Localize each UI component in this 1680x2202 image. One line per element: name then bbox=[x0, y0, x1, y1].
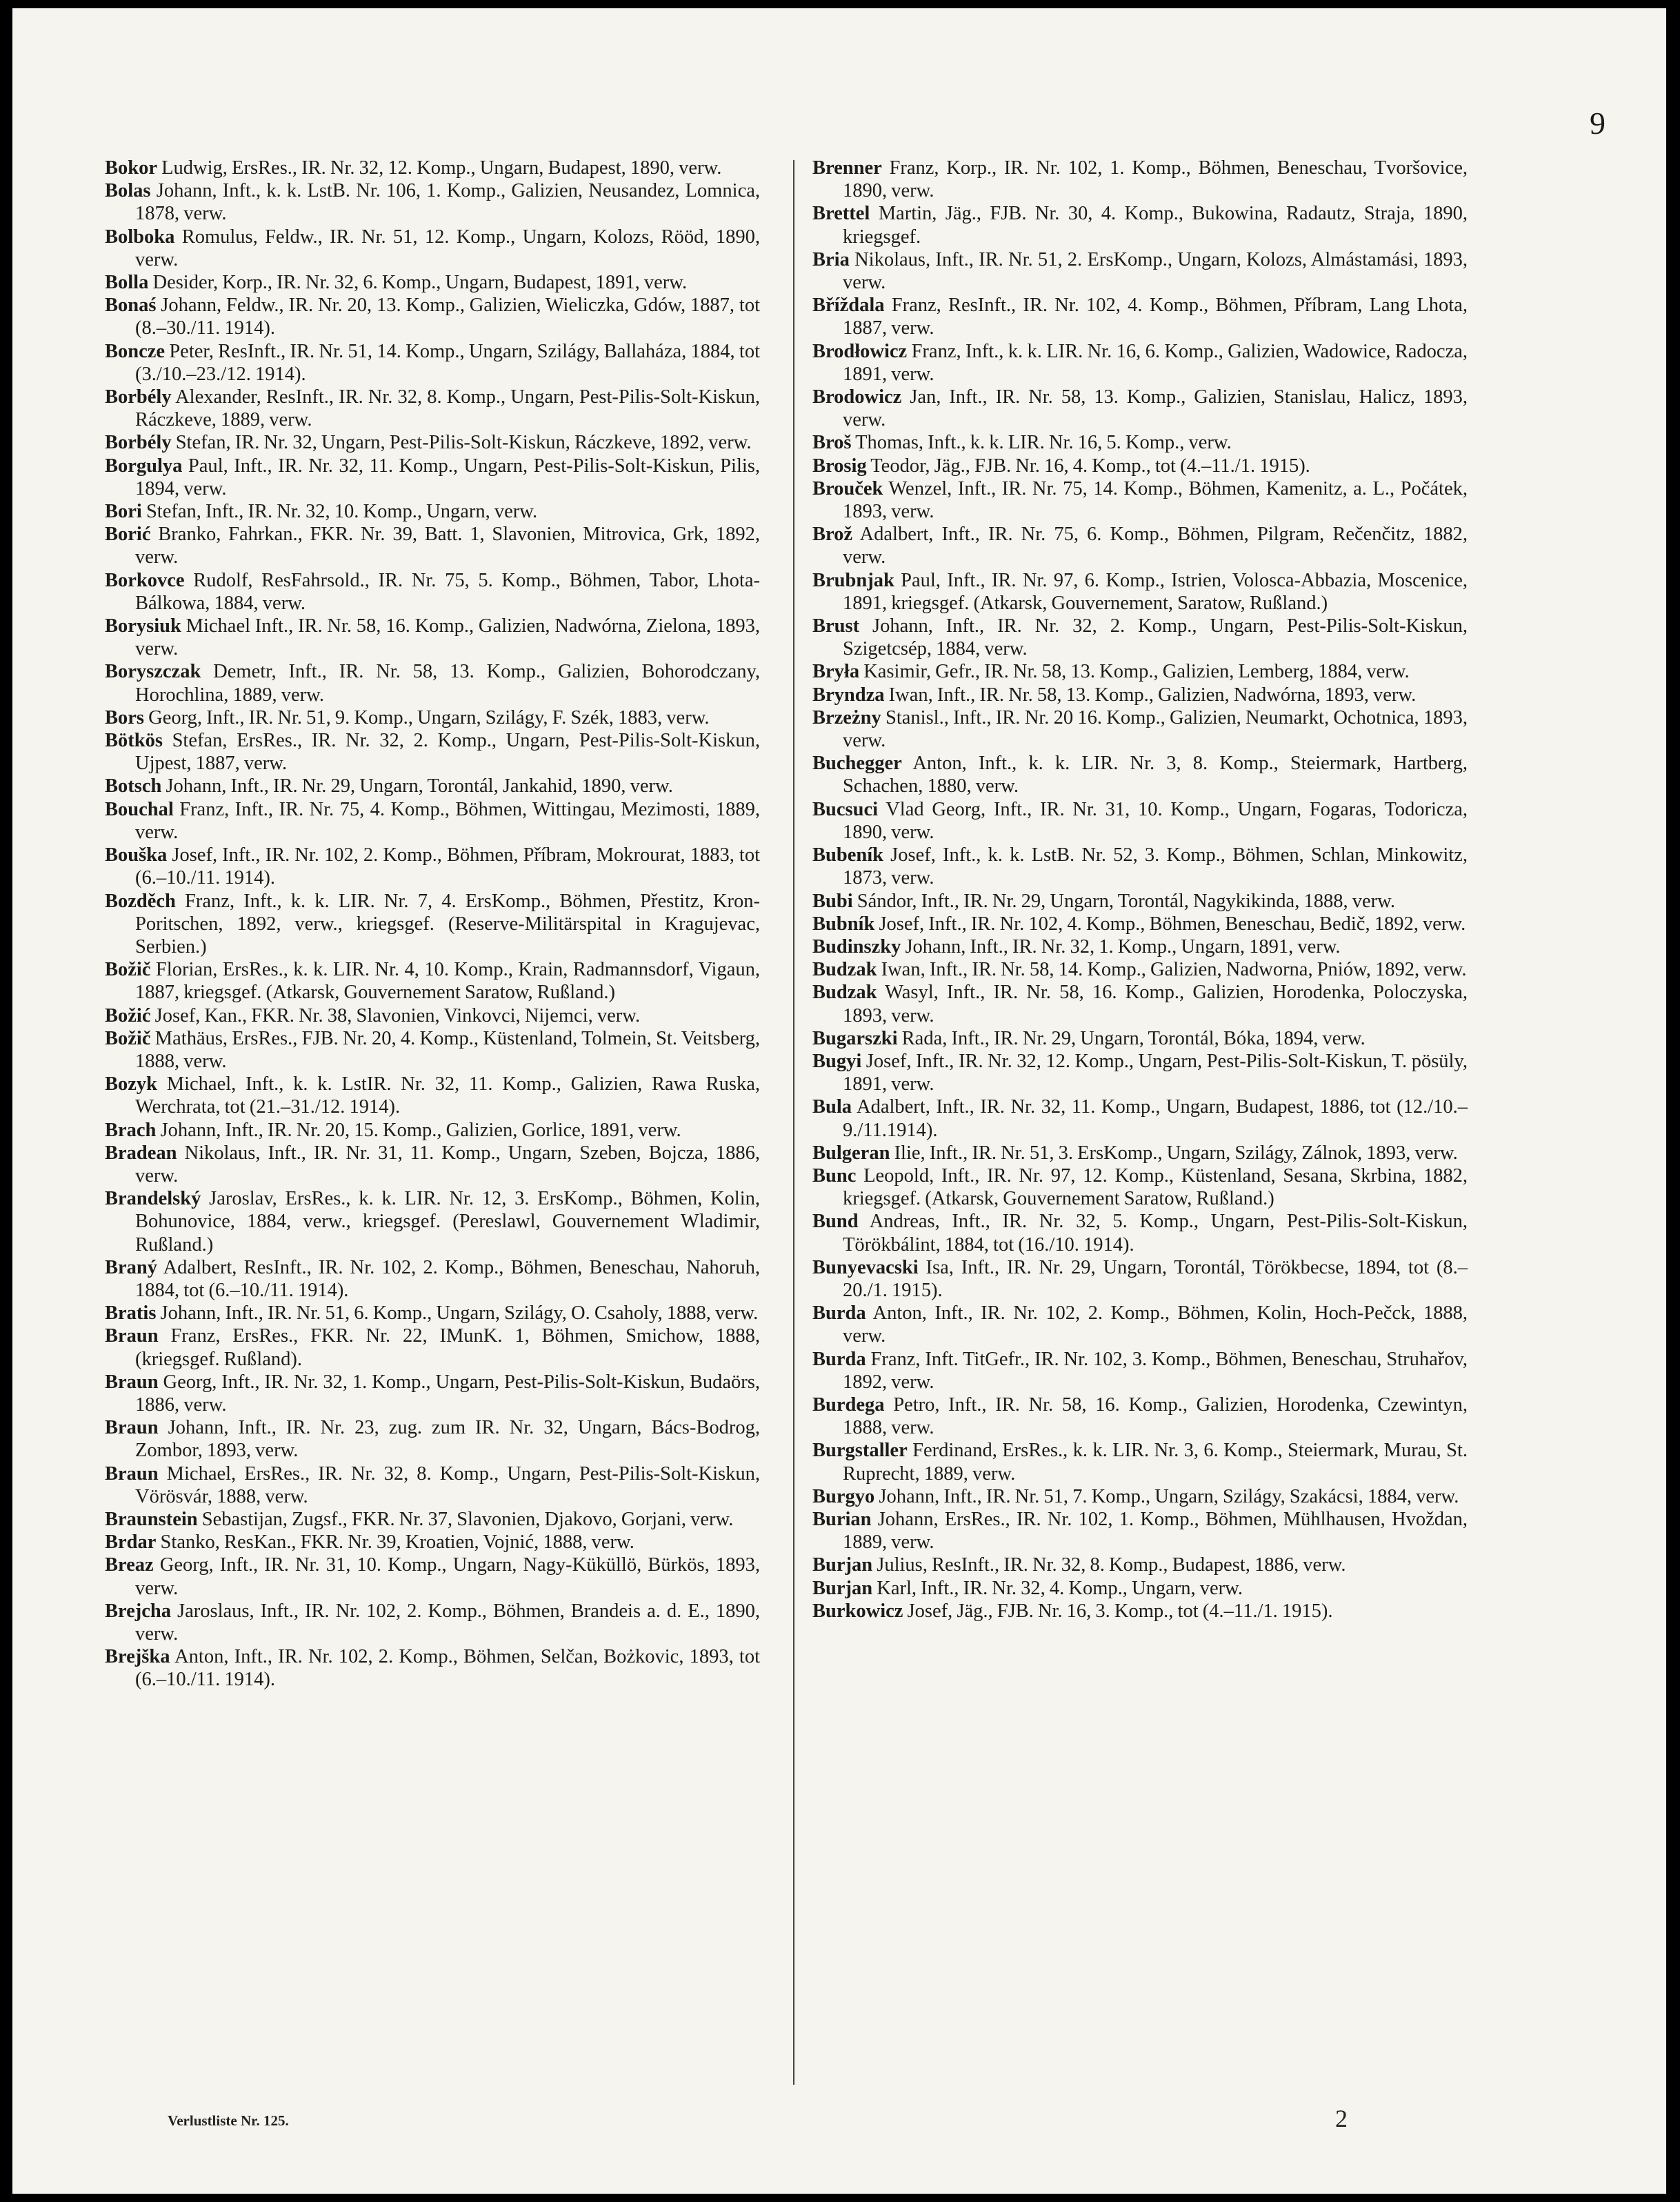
entry-surname: Božič bbox=[105, 959, 151, 981]
casualty-entry bbox=[812, 157, 1468, 202]
entry-surname: Braun bbox=[105, 1325, 159, 1347]
entry-details: Wasyl, Inft., IR. Nr. 58, 16. Komp., Galizien, Horodenka, Poloczyska, 1893, verw. bbox=[843, 982, 1468, 1026]
entry-surname: Borić bbox=[105, 524, 151, 546]
entry-surname: Bryła bbox=[812, 661, 860, 683]
entry-surname: Brosig bbox=[812, 455, 867, 477]
casualty-entry bbox=[105, 1645, 760, 1691]
casualty-entry bbox=[105, 958, 760, 1004]
casualty-entry bbox=[812, 913, 1468, 935]
entry-surname: Budzak bbox=[812, 959, 877, 981]
entry-surname: Braný bbox=[105, 1256, 158, 1278]
entry-details: Josef, Inft., k. k. LstB. Nr. 52, 3. Komp., Böhmen, Schlan, Minkowitz, 1873, verw. bbox=[843, 844, 1468, 889]
entry-details: Michael Inft., IR. Nr. 58, 16. Komp., Galizien, Nadwórna, Zielona, 1893, verw. bbox=[135, 615, 760, 660]
entry-surname: Bugarszki bbox=[812, 1027, 898, 1049]
entry-details: Stefan, Inft., IR. Nr. 32, 10. Komp., Ungarn, verw. bbox=[141, 501, 538, 523]
entry-details: Franz, ErsRes., FKR. Nr. 22, IMunK. 1, Böhmen, Smichow, 1888, (kriegsgef. Rußland). bbox=[135, 1325, 760, 1370]
casualty-entry bbox=[812, 340, 1468, 386]
entry-details: Thomas, Inft., k. k. LIR. Nr. 16, 5. Komp., verw. bbox=[851, 432, 1232, 454]
casualty-entry bbox=[812, 1256, 1468, 1302]
casualty-entry bbox=[105, 798, 760, 844]
entry-details: Peter, ResInft., IR. Nr. 51, 14. Komp., Ungarn, Szilágy, Ballaháza, 1884, tot (3./10.–23./12. 1914). bbox=[135, 340, 760, 385]
casualty-entry bbox=[105, 271, 760, 294]
entry-details: Ferdinand, ErsRes., k. k. LIR. Nr. 3, 6. Komp., Steiermark, Murau, St. Ruprecht, 1889, verw. bbox=[843, 1440, 1468, 1485]
casualty-entry bbox=[105, 523, 760, 568]
casualty-entry bbox=[105, 1302, 760, 1325]
entry-details: Stanisl., Inft., IR. Nr. 20 16. Komp., Galizien, Neumarkt, Ochotnica, 1893, verw. bbox=[843, 706, 1468, 752]
entry-details: Johann, Inft., k. k. LstB. Nr. 106, 1. Komp., Galizien, Neusandez, Lomnica, 1878, verw. bbox=[135, 180, 760, 225]
entry-details: Josef, Jäg., FJB. Nr. 16, 3. Komp., tot (4.–11./1. 1915). bbox=[903, 1600, 1333, 1622]
entry-surname: Botsch bbox=[105, 775, 162, 797]
casualty-entry bbox=[812, 1050, 1468, 1095]
entry-details: Franz, Inft., k. k. LIR. Nr. 16, 6. Komp., Galizien, Wadowice, Radocza, 1891, verw. bbox=[843, 340, 1468, 385]
casualty-entry bbox=[812, 569, 1468, 615]
entry-surname: Burgyo bbox=[812, 1485, 875, 1507]
casualty-entry bbox=[812, 890, 1468, 913]
right-column bbox=[812, 157, 1468, 1623]
casualty-entry bbox=[105, 775, 760, 797]
entry-details: Georg, Inft., IR. Nr. 32, 1. Komp., Ungarn, Pest-Pilis-Solt-Kiskun, Budaörs, 1886, verw. bbox=[135, 1371, 760, 1416]
casualty-entry bbox=[812, 1485, 1468, 1508]
entry-surname: Brust bbox=[812, 615, 860, 637]
entry-details: Petro, Inft., IR. Nr. 58, 16. Komp., Galizien, Horodenka, Czewintyn, 1888, verw. bbox=[843, 1393, 1468, 1439]
entry-details: Desider, Korp., IR. Nr. 32, 6. Komp., Ungarn, Budapest, 1891, verw. bbox=[148, 272, 688, 294]
entry-surname: Budzak bbox=[812, 982, 877, 1004]
entry-details: Johann, Inft., IR. Nr. 51, 7. Komp., Ungarn, Szilágy, Szakácsi, 1884, verw. bbox=[874, 1485, 1459, 1507]
casualty-entry bbox=[105, 294, 760, 339]
entry-surname: Bradean bbox=[105, 1142, 177, 1164]
entry-details: Johann, Feldw., IR. Nr. 20, 13. Komp., Galizien, Wieliczka, Gdów, 1887, tot (8.–30./11. 1914). bbox=[135, 295, 760, 339]
casualty-entry bbox=[812, 1095, 1468, 1141]
casualty-entry bbox=[105, 1325, 760, 1370]
entry-details: Adalbert, ResInft., IR. Nr. 102, 2. Komp., Böhmen, Beneschau, Nahoruh, 1884, tot (6.–10./11. 1914). bbox=[135, 1256, 760, 1301]
entry-surname: Buchegger bbox=[812, 753, 902, 775]
entry-details: Anton, Inft., k. k. LIR. Nr. 3, 8. Komp., Steiermark, Hartberg, Schachen, 1880, verw. bbox=[843, 753, 1468, 797]
entry-details: Alexander, ResInft., IR. Nr. 32, 8. Komp., Ungarn, Pest-Pilis-Solt-Kiskun, Ráczkeve, 1889, verw. bbox=[135, 386, 760, 431]
casualty-entry bbox=[105, 1004, 760, 1027]
entry-details: Stefan, IR. Nr. 32, Ungarn, Pest-Pilis-Solt-Kiskun, Ráczkeve, 1892, verw. bbox=[171, 432, 752, 454]
entry-details: Johann, Inft., IR. Nr. 32, 2. Komp., Ungarn, Pest-Pilis-Solt-Kiskun, Szigetcsép, 1884, verw. bbox=[843, 615, 1468, 660]
entry-details: Leopold, Inft., IR. Nr. 97, 12. Komp., Küstenland, Sesana, Skrbina, 1882, kriegsgef. (Atkarsk, Gouvernement Saratow, Rußland.) bbox=[843, 1164, 1468, 1210]
entry-details: Georg, Inft., IR. Nr. 31, 10. Komp., Ungarn, Nagy-Küküllö, Bürkös, 1893, verw. bbox=[135, 1554, 760, 1599]
entry-surname: Borysiuk bbox=[105, 615, 181, 637]
entry-details: Anton, Inft., IR. Nr. 102, 2. Komp., Böhmen, Selčan, Bożkovic, 1893, tot (6.–10./11. 1914). bbox=[135, 1646, 760, 1691]
entry-details: Romulus, Feldw., IR. Nr. 51, 12. Komp., Ungarn, Kolozs, Rööd, 1890, verw. bbox=[135, 226, 760, 270]
casualty-entry bbox=[105, 1119, 760, 1142]
entry-surname: Bubi bbox=[812, 890, 853, 912]
entry-surname: Bozděch bbox=[105, 890, 176, 912]
entry-details: Jaroslaus, Inft., IR. Nr. 102, 2. Komp., Böhmen, Brandeis a. d. E., 1890, verw. bbox=[135, 1600, 760, 1645]
casualty-entry bbox=[105, 157, 760, 179]
casualty-entry bbox=[105, 455, 760, 500]
entry-details: Josef, Kan., FKR. Nr. 38, Slavonien, Vinkovci, Nijemci, verw. bbox=[150, 1004, 641, 1026]
entry-surname: Braunstein bbox=[105, 1508, 198, 1530]
entry-surname: Bouchal bbox=[105, 798, 174, 820]
entry-details: Michael, Inft., k. k. LstIR. Nr. 32, 11. Komp., Galizien, Rawa Ruska, Werchrata, tot (21.–31./12. 1914). bbox=[135, 1073, 760, 1118]
entry-surname: Bubník bbox=[812, 913, 875, 935]
entry-details: Isa, Inft., IR. Nr. 29, Ungarn, Torontál, Törökbecse, 1894, tot (8.–20./1. 1915). bbox=[843, 1256, 1468, 1301]
casualty-entry bbox=[105, 340, 760, 386]
casualty-entry bbox=[812, 1302, 1468, 1347]
entry-details: Julius, ResInft., IR. Nr. 32, 8. Komp., Budapest, 1886, verw. bbox=[872, 1554, 1346, 1576]
footer-signature-mark: 2 bbox=[1335, 2105, 1348, 2132]
casualty-entry bbox=[812, 1027, 1468, 1050]
entry-surname: Boryszczak bbox=[105, 661, 201, 683]
entry-surname: Božić bbox=[105, 1004, 151, 1026]
casualty-entry bbox=[812, 1142, 1468, 1164]
entry-details: Paul, Inft., IR. Nr. 32, 11. Komp., Ungarn, Pest-Pilis-Solt-Kiskun, Pilis, 1894, verw. bbox=[135, 455, 760, 499]
entry-surname: Borbély bbox=[105, 432, 172, 454]
entry-surname: Bula bbox=[812, 1096, 852, 1118]
casualty-entry bbox=[812, 202, 1468, 248]
entry-surname: Brzeżny bbox=[812, 706, 881, 728]
entry-surname: Bokor bbox=[105, 157, 158, 179]
entry-details: Branko, Fahrkan., FKR. Nr. 39, Batt. 1, Slavonien, Mitrovica, Grk, 1892, verw. bbox=[135, 524, 760, 568]
entry-surname: Burjan bbox=[812, 1554, 873, 1576]
casualty-entry bbox=[812, 455, 1468, 477]
entry-details: Georg, Inft., IR. Nr. 51, 9. Komp., Ungarn, Szilágy, F. Szék, 1883, verw. bbox=[144, 706, 710, 728]
entry-details: Jan, Inft., IR. Nr. 58, 13. Komp., Galizien, Stanislau, Halicz, 1893, verw. bbox=[843, 386, 1468, 431]
entry-surname: Bonaś bbox=[105, 295, 157, 317]
entry-surname: Burda bbox=[812, 1302, 866, 1325]
entry-surname: Brodłowicz bbox=[812, 340, 908, 362]
left-column bbox=[105, 157, 760, 1692]
casualty-entry bbox=[812, 1164, 1468, 1210]
column-divider bbox=[793, 160, 794, 2085]
entry-details: Stefan, ErsRes., IR. Nr. 32, 2. Komp., Ungarn, Pest-Pilis-Solt-Kiskun, Ujpest, 1887, verw. bbox=[135, 730, 760, 775]
entry-details: Anton, Inft., IR. Nr. 102, 2. Komp., Böhmen, Kolin, Hoch-Pečck, 1888, verw. bbox=[843, 1302, 1468, 1347]
entry-surname: Bolas bbox=[105, 180, 151, 202]
casualty-entry bbox=[105, 660, 760, 706]
entry-surname: Brdar bbox=[105, 1531, 157, 1554]
casualty-entry bbox=[105, 1416, 760, 1462]
entry-details: Andreas, Inft., IR. Nr. 32, 5. Komp., Ungarn, Pest-Pilis-Solt-Kiskun, Törökbálint, 1884, tot (16./10. 1914). bbox=[843, 1211, 1468, 1256]
entry-surname: Brettel bbox=[812, 203, 870, 225]
casualty-entry bbox=[105, 1554, 760, 1599]
entry-details: Johann, Inft., IR. Nr. 29, Ungarn, Torontál, Jankahid, 1890, verw. bbox=[161, 775, 673, 797]
footer-issue-label: Verlustliste Nr. 125. bbox=[168, 2112, 289, 2129]
entry-details: Ilie, Inft., IR. Nr. 51, 3. ErsKomp., Ungarn, Szilágy, Zálnok, 1893, verw. bbox=[890, 1142, 1458, 1164]
entry-surname: Bryndza bbox=[812, 684, 885, 706]
casualty-entry bbox=[105, 1600, 760, 1645]
casualty-entry bbox=[812, 935, 1468, 958]
casualty-entry bbox=[105, 226, 760, 271]
casualty-entry bbox=[105, 1027, 760, 1073]
entry-details: Wenzel, Inft., IR. Nr. 75, 14. Komp., Böhmen, Kamenitz, a. L., Počátek, 1893, verw. bbox=[843, 477, 1468, 523]
casualty-entry bbox=[812, 798, 1468, 844]
entry-surname: Bucsuci bbox=[812, 798, 879, 820]
casualty-entry bbox=[105, 1462, 760, 1508]
entry-details: Johann, ErsRes., IR. Nr. 102, 1. Komp., Böhmen, Mühlhausen, Hvoždan, 1889, verw. bbox=[843, 1508, 1468, 1554]
entry-details: Sándor, Inft., IR. Nr. 29, Ungarn, Torontál, Nagykikinda, 1888, verw. bbox=[852, 890, 1395, 912]
entry-details: Adalbert, Inft., IR. Nr. 75, 6. Komp., Böhmen, Pilgram, Rečenčitz, 1882, verw. bbox=[843, 524, 1468, 568]
entry-details: Stanko, ResKan., FKR. Nr. 39, Kroatien, Vojnić, 1888, verw. bbox=[156, 1531, 634, 1554]
entry-surname: Brach bbox=[105, 1119, 157, 1141]
entry-details: Johann, Inft., IR. Nr. 51, 6. Komp., Ungarn, Szilágy, O. Csaholy, 1888, verw. bbox=[156, 1302, 759, 1325]
casualty-entry bbox=[105, 569, 760, 615]
casualty-entry bbox=[105, 844, 760, 889]
entry-surname: Borkovce bbox=[105, 569, 185, 591]
entry-details: Josef, Inft., IR. Nr. 102, 2. Komp., Böhmen, Příbram, Mokrourat, 1883, tot (6.–10./11. 1914). bbox=[135, 844, 760, 889]
entry-details: Josef, Inft., IR. Nr. 32, 12. Komp., Ungarn, Pest-Pilis-Solt-Kiskun, T. pösüly, 1891, verw. bbox=[843, 1050, 1468, 1095]
casualty-entry bbox=[105, 1073, 760, 1118]
entry-surname: Bund bbox=[812, 1211, 859, 1233]
entry-details: Franz, Inft., k. k. LIR. Nr. 7, 4. ErsKomp., Böhmen, Přestitz, Kron-Poritschen, 1892, verw., kriegsgef. (Reserve-Militärspital in Kragujevac, Serbien.) bbox=[135, 890, 760, 958]
casualty-entry bbox=[105, 706, 760, 729]
entry-details: Franz, Inft., IR. Nr. 75, 4. Komp., Böhmen, Wittingau, Mezimosti, 1889, verw. bbox=[135, 798, 760, 843]
casualty-entry bbox=[812, 431, 1468, 454]
entry-details: Franz, ResInft., IR. Nr. 102, 4. Komp., Böhmen, Příbram, Lang Lhota, 1887, verw. bbox=[843, 295, 1468, 339]
casualty-entry bbox=[105, 500, 760, 523]
entry-details: Sebastijan, Zugsf., FKR. Nr. 37, Slavonien, Djakovo, Gorjani, verw. bbox=[197, 1508, 734, 1530]
casualty-entry bbox=[812, 1348, 1468, 1393]
casualty-entry bbox=[812, 248, 1468, 294]
casualty-entry bbox=[105, 1508, 760, 1531]
entry-details: Teodor, Jäg., FJB. Nr. 16, 4. Komp., tot (4.–11./1. 1915). bbox=[866, 455, 1310, 477]
entry-surname: Burkowicz bbox=[812, 1600, 903, 1622]
entry-surname: Bunc bbox=[812, 1164, 857, 1187]
entry-surname: Broš bbox=[812, 432, 852, 454]
casualty-entry bbox=[812, 615, 1468, 660]
casualty-entry bbox=[105, 1142, 760, 1187]
entry-surname: Brejška bbox=[105, 1646, 170, 1668]
entry-surname: Bříždala bbox=[812, 295, 885, 317]
entry-surname: Bratis bbox=[105, 1302, 157, 1325]
casualty-entry bbox=[812, 844, 1468, 889]
entry-surname: Bors bbox=[105, 706, 144, 728]
entry-surname: Boncze bbox=[105, 340, 166, 362]
entry-surname: Brouček bbox=[812, 477, 883, 499]
entry-surname: Braun bbox=[105, 1417, 159, 1439]
entry-surname: Bolboka bbox=[105, 226, 175, 248]
casualty-entry bbox=[105, 1531, 760, 1554]
entry-details: Iwan, Inft., IR. Nr. 58, 14. Komp., Galizien, Nadworna, Pniów, 1892, verw. bbox=[877, 959, 1467, 981]
entry-surname: Burjan bbox=[812, 1577, 873, 1599]
entry-details: Rada, Inft., IR. Nr. 29, Ungarn, Torontál, Bóka, 1894, verw. bbox=[897, 1027, 1366, 1049]
entry-surname: Bulgeran bbox=[812, 1142, 890, 1164]
entry-surname: Borbély bbox=[105, 386, 172, 408]
casualty-entry bbox=[105, 615, 760, 660]
entry-surname: Burda bbox=[812, 1348, 866, 1370]
entry-details: Rudolf, ResFahrsold., IR. Nr. 75, 5. Komp., Böhmen, Tabor, Lhota-Bálkowa, 1884, verw. bbox=[135, 569, 760, 614]
entry-details: Johann, Inft., IR. Nr. 23, zug. zum IR. Nr. 32, Ungarn, Bács-Bodrog, Zombor, 1893, verw. bbox=[135, 1417, 760, 1462]
entry-surname: Budinszky bbox=[812, 935, 901, 958]
casualty-entry bbox=[812, 1210, 1468, 1256]
entry-details: Jaroslav, ErsRes., k. k. LIR. Nr. 12, 3. ErsKomp., Böhmen, Kolin, Bohunovice, 1884, verw., kriegsgef. (Pereslawl, Gouvernement Wladimir, Rußland.) bbox=[135, 1188, 760, 1256]
entry-surname: Bori bbox=[105, 501, 142, 523]
entry-surname: Breaz bbox=[105, 1554, 154, 1576]
entry-details: Johann, Inft., IR. Nr. 20, 15. Komp., Galizien, Gorlice, 1891, verw. bbox=[156, 1119, 681, 1141]
casualty-entry bbox=[812, 684, 1468, 706]
entry-surname: Braun bbox=[105, 1371, 159, 1393]
entry-surname: Brejcha bbox=[105, 1600, 172, 1622]
entry-surname: Bötkös bbox=[105, 730, 163, 752]
entry-surname: Brož bbox=[812, 524, 853, 546]
entry-details: Josef, Inft., IR. Nr. 102, 4. Komp., Böhmen, Beneschau, Bedič, 1892, verw. bbox=[874, 913, 1466, 935]
casualty-entry bbox=[812, 294, 1468, 339]
entry-surname: Bouška bbox=[105, 844, 168, 866]
entry-surname: Brenner bbox=[812, 157, 882, 179]
entry-surname: Burdega bbox=[812, 1393, 885, 1416]
casualty-entry bbox=[812, 958, 1468, 981]
page-number: 9 bbox=[1590, 106, 1606, 141]
entry-details: Iwan, Inft., IR. Nr. 58, 13. Komp., Galizien, Nadwórna, 1893, verw. bbox=[884, 684, 1417, 706]
entry-surname: Božič bbox=[105, 1027, 151, 1049]
entry-details: Kasimir, Gefr., IR. Nr. 58, 13. Komp., Galizien, Lemberg, 1884, verw. bbox=[859, 661, 1410, 683]
entry-surname: Brandelský bbox=[105, 1188, 201, 1210]
casualty-entry bbox=[812, 386, 1468, 431]
entry-surname: Bugyi bbox=[812, 1050, 862, 1072]
casualty-entry bbox=[812, 477, 1468, 523]
entry-surname: Bubeník bbox=[812, 844, 883, 866]
casualty-entry bbox=[105, 890, 760, 959]
casualty-entry bbox=[105, 1256, 760, 1302]
casualty-entry bbox=[105, 1371, 760, 1416]
entry-details: Karl, Inft., IR. Nr. 32, 4. Komp., Ungarn, verw. bbox=[872, 1577, 1243, 1599]
casualty-entry bbox=[812, 706, 1468, 752]
entry-details: Paul, Inft., IR. Nr. 97, 6. Komp., Istrien, Volosca-Abbazia, Moscenice, 1891, kriegsgef. (Atkarsk, Gouvernement, Saratow, Rußland.) bbox=[843, 569, 1468, 614]
entry-details: Mathäus, ErsRes., FJB. Nr. 20, 4. Komp., Küstenland, Tolmein, St. Veitsberg, 1888, verw. bbox=[135, 1027, 760, 1072]
entry-surname: Braun bbox=[105, 1462, 159, 1485]
casualty-entry bbox=[812, 1508, 1468, 1554]
casualty-entry bbox=[812, 1393, 1468, 1439]
casualty-entry bbox=[105, 1187, 760, 1256]
casualty-entry bbox=[812, 523, 1468, 568]
casualty-entry bbox=[812, 660, 1468, 683]
casualty-entry bbox=[812, 1439, 1468, 1485]
casualty-entry bbox=[105, 179, 760, 225]
entry-details: Demetr, Inft., IR. Nr. 58, 13. Komp., Galizien, Bohorodczany, Horochlina, 1889, verw. bbox=[135, 661, 760, 706]
casualty-entry bbox=[812, 1554, 1468, 1576]
entry-details: Franz, Inft. TitGefr., IR. Nr. 102, 3. Komp., Böhmen, Beneschau, Struhařov, 1892, verw. bbox=[843, 1348, 1468, 1393]
document-page bbox=[12, 8, 1666, 2194]
entry-surname: Brubnjak bbox=[812, 569, 894, 591]
entry-details: Florian, ErsRes., k. k. LIR. Nr. 4, 10. Komp., Krain, Radmannsdorf, Vigaun, 1887, kriegsgef. (Atkarsk, Gouvernement Saratow, Rußland.) bbox=[135, 959, 760, 1004]
entry-surname: Burian bbox=[812, 1508, 872, 1530]
casualty-entry bbox=[105, 729, 760, 775]
entry-details: Martin, Jäg., FJB. Nr. 30, 4. Komp., Bukowina, Radautz, Straja, 1890, kriegsgef. bbox=[843, 203, 1468, 248]
entry-surname: Bolla bbox=[105, 272, 149, 294]
entry-surname: Bria bbox=[812, 248, 850, 270]
entry-surname: Brodowicz bbox=[812, 386, 902, 408]
casualty-entry bbox=[812, 1600, 1468, 1623]
casualty-entry bbox=[105, 386, 760, 431]
entry-surname: Borgulya bbox=[105, 455, 183, 477]
entry-details: Franz, Korp., IR. Nr. 102, 1. Komp., Böhmen, Beneschau, Tvoršovice, 1890, verw. bbox=[843, 157, 1468, 202]
casualty-entry bbox=[812, 981, 1468, 1026]
entry-surname: Bunyevacski bbox=[812, 1256, 919, 1278]
entry-details: Michael, ErsRes., IR. Nr. 32, 8. Komp., Ungarn, Pest-Pilis-Solt-Kiskun, Vörösvár, 1888, verw. bbox=[135, 1462, 760, 1507]
entry-details: Johann, Inft., IR. Nr. 32, 1. Komp., Ungarn, 1891, verw. bbox=[901, 935, 1341, 958]
casualty-entry bbox=[812, 752, 1468, 797]
entry-details: Nikolaus, Inft., IR. Nr. 51, 2. ErsKomp., Ungarn, Kolozs, Almástamási, 1893, verw. bbox=[843, 248, 1468, 294]
entry-surname: Burgstaller bbox=[812, 1440, 908, 1462]
entry-details: Ludwig, ErsRes., IR. Nr. 32, 12. Komp., Ungarn, Budapest, 1890, verw. bbox=[157, 157, 722, 179]
entry-surname: Bozyk bbox=[105, 1073, 158, 1095]
entry-details: Vlad Georg, Inft., IR. Nr. 31, 10. Komp., Ungarn, Fogaras, Todoricza, 1890, verw. bbox=[843, 798, 1468, 843]
entry-details: Nikolaus, Inft., IR. Nr. 31, 11. Komp., Ungarn, Szeben, Bojcza, 1886, verw. bbox=[135, 1142, 760, 1187]
entry-details: Adalbert, Inft., IR. Nr. 32, 11. Komp., Ungarn, Budapest, 1886, tot (12./10.–9./11.1914). bbox=[843, 1096, 1468, 1141]
casualty-entry bbox=[105, 431, 760, 454]
casualty-entry bbox=[812, 1577, 1468, 1600]
